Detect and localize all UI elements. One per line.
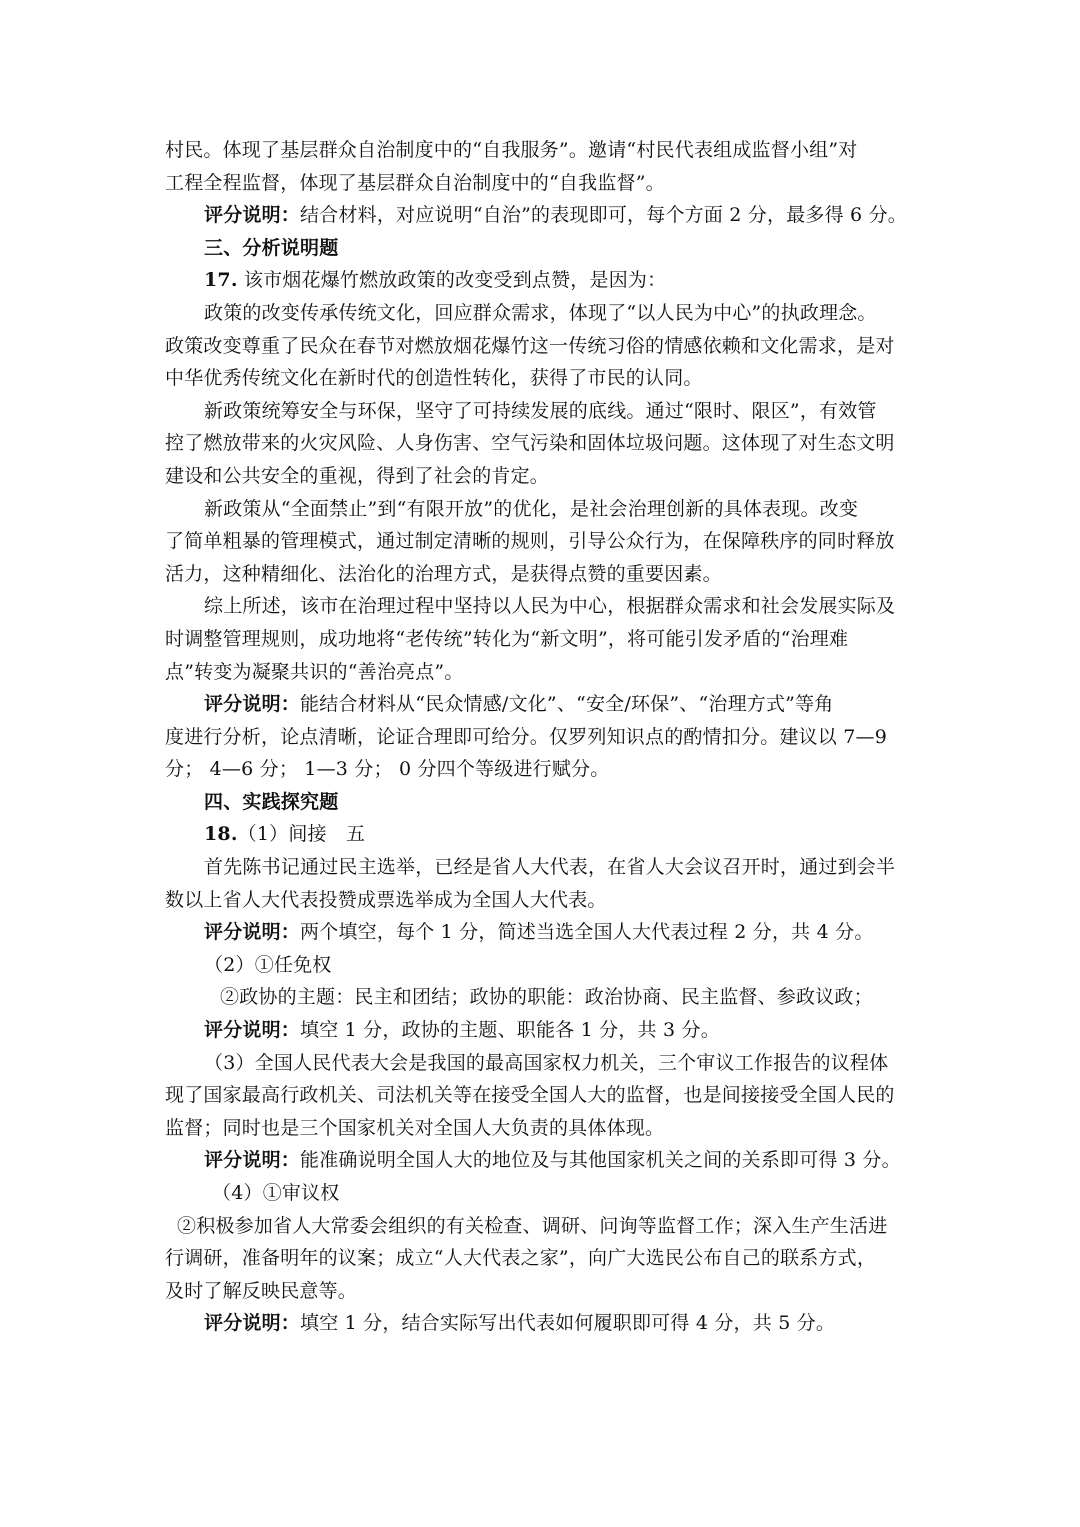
text-line: 监督；同时也是三个国家机关对全国人大负责的具体体现。 [165,1116,665,1139]
text-line: 活力，这种精细化、法治化的治理方式，是获得点赞的重要因素。 [165,562,722,585]
text-line: 政策改变尊重了民众在春节对燃放烟花爆竹这一传统习俗的情感依赖和文化需求，是对 [165,334,895,357]
scoring-label: 评分说明： [204,1312,301,1335]
question-number: 17. [204,269,238,292]
answer-text [165,134,917,1340]
text-line: 点”转变为凝聚共识的“善治亮点”。 [165,660,464,683]
scoring-text: 结合材料，对应说明“自治”的表现即可，每个方面 2 分，最多得 6 分。 [300,204,907,227]
scoring-label: 评分说明： [204,204,301,227]
text-line: 行调研，准备明年的议案；成立“人大代表之家”，向广大选民公布自己的联系方式， [165,1247,877,1270]
scoring-note [165,916,917,949]
scoring-label: 评分说明： [204,693,301,716]
scoring-label: 评分说明： [204,1149,301,1172]
scoring-text: 能结合材料从“民众情感/文化”、“安全/环保”、“治理方式”等角 [300,693,834,716]
section-heading: 四、实践探究题 [204,790,339,813]
scoring-note [165,688,917,721]
text-line: 时调整管理规则，成功地将“老传统”转化为“新文明”，将可能引发矛盾的“治理难 [165,627,849,650]
text-line: 数以上省人大代表投赞成票选举成为全国人大代表。 [165,888,607,911]
scoring-text: 填空 1 分，结合实际写出代表如何履职即可得 4 分，共 5 分。 [300,1312,836,1335]
text-line: 及时了解反映民意等。 [165,1279,358,1302]
scoring-note [165,1307,917,1340]
scoring-note [165,1014,917,1047]
scoring-label: 评分说明： [204,921,301,944]
scoring-text: 能准确说明全国人大的地位及与其他国家机关之间的关系即可得 3 分。 [300,1149,901,1172]
text-line: 村民。体现了基层群众自治制度中的“自我服务”。邀请“村民代表组成监督小组”对 [165,139,858,161]
sub-question: （4）①审议权 [212,1182,340,1204]
text-line: 中华优秀传统文化在新时代的创造性转化，获得了市民的认同。 [165,367,703,390]
scoring-label: 评分说明： [204,1019,301,1042]
scoring-text: 两个填空，每个 1 分，简述当选全国人大代表过程 2 分，共 4 分。 [300,921,874,944]
text-line: ②积极参加省人大常委会组织的有关检查、调研、问询等监督工作；深入生产生活进 [177,1214,888,1237]
text-line: 首先陈书记通过民主选举，已经是省人大代表，在省人大会议召开时，通过到会半 [204,856,896,879]
text-line: 新政策统筹安全与环保，坚守了可持续发展的底线。通过“限时、限区”，有效管 [204,399,877,422]
text-line: 了简单粗暴的管理模式，通过制定清晰的规则，引导公众行为，在保障秩序的同时释放 [165,530,895,553]
question-heading: 18.（1）间接 五 [204,823,366,846]
sub-question: （2）①任免权 [204,953,332,976]
text-line: 度进行分析，论点清晰，论证合理即可给分。仅罗列知识点的酌情扣分。建议以 7—9 [165,725,888,748]
text-line: 综上所述，该市在治理过程中坚持以人民为中心，根据群众需求和社会发展实际及 [204,595,896,618]
text-line: 控了燃放带来的火灾风险、人身伤害、空气污染和固体垃圾问题。这体现了对生态文明 [165,432,895,455]
text-line: 建设和公共安全的重视，得到了社会的肯定。 [165,464,550,487]
text-line: 政策的改变传承传统文化，回应群众需求，体现了“以人民为中心”的执政理念。 [204,301,877,324]
text-line: 分； 4—6 分； 1—3 分； 0 分四个等级进行赋分。 [165,758,610,781]
scoring-note [165,1144,917,1177]
text-line: 工程全程监督，体现了基层群众自治制度中的“自我监督”。 [165,171,665,194]
text-line: 现了国家最高行政机关、司法机关等在接受全国人大的监督，也是间接接受全国人民的 [165,1084,895,1107]
section-heading: 三、分析说明题 [204,236,339,259]
scoring-text: 填空 1 分，政协的主题、职能各 1 分，共 3 分。 [300,1019,720,1042]
question-number: 18. [204,823,238,846]
scoring-note [165,199,917,232]
question-heading: 17. 该市烟花爆竹燃放政策的改变受到点赞，是因为： [204,269,667,292]
sub-question: （3）全国人民代表大会是我国的最高国家权力机关，三个审议工作报告的议程体 [204,1051,889,1074]
text-line: 新政策从“全面禁止”到“有限开放”的优化，是社会治理创新的具体表现。改变 [204,497,859,520]
text-line: ②政协的主题：民主和团结；政协的职能：政治协商、民主监督、参政议政； [220,986,873,1009]
